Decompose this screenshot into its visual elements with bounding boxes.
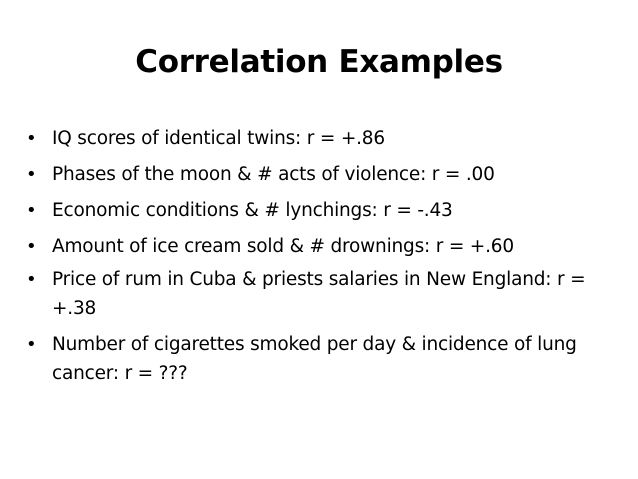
bullet-item-economic-lynchings [26, 196, 616, 225]
bullet-item-rum-priests [26, 265, 616, 323]
bullet-icon: • [26, 200, 37, 221]
bullet-text: Economic conditions & # lynchings: r = -.43 [52, 200, 453, 221]
bullet-icon: • [26, 334, 37, 355]
bullet-item-moon-violence [26, 160, 616, 189]
bullet-item-iq-twins [26, 124, 616, 153]
bullet-list [26, 124, 616, 395]
bullet-text: IQ scores of identical twins: r = +.86 [52, 128, 385, 149]
bullet-text: Phases of the moon & # acts of violence: r = .00 [52, 164, 495, 185]
bullet-item-cigarettes-cancer [26, 330, 616, 388]
bullet-icon: • [26, 269, 37, 290]
bullet-icon: • [26, 236, 37, 257]
slide-title: Correlation Examples [135, 44, 503, 80]
bullet-item-ice-cream-drownings [26, 232, 616, 261]
bullet-icon: • [26, 164, 37, 185]
bullet-icon: • [26, 128, 37, 149]
bullet-text: Amount of ice cream sold & # drownings: r = +.60 [52, 236, 514, 257]
bullet-text: Price of rum in Cuba & priests salaries in New England: r = +.38 [52, 269, 586, 319]
bullet-text: Number of cigarettes smoked per day & incidence of lung cancer: r = ??? [52, 334, 577, 384]
